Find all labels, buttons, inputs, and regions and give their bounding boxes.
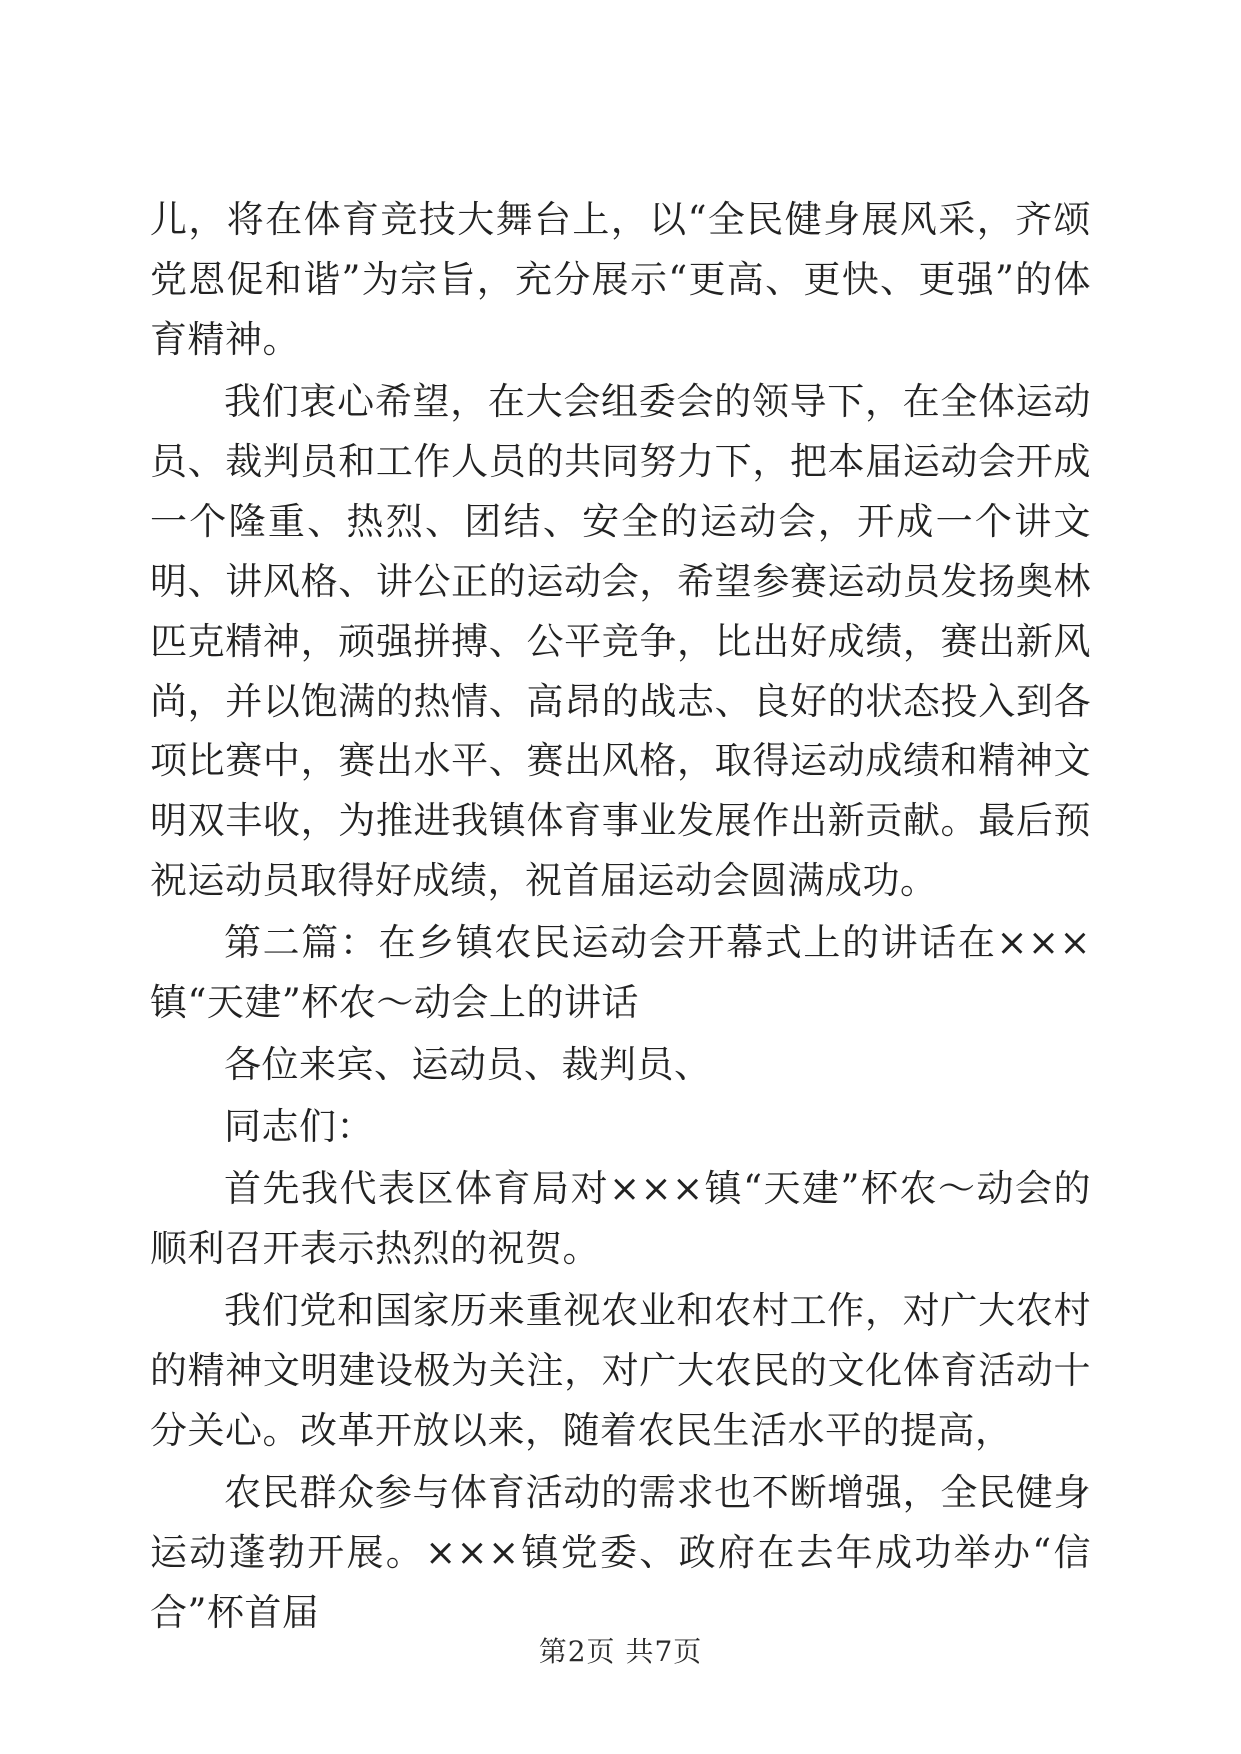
paragraph: 各位来宾、运动员、裁判员、 [224, 1043, 712, 1087]
document-body [150, 190, 1091, 1643]
page-footer [0, 1630, 1241, 1670]
paragraph: 首先我代表区体育局对×××镇“天建”杯农～动会的顺利召开表示热烈的祝贺。 [150, 1167, 1091, 1270]
paragraph: 我们党和国家历来重视农业和农村工作，对广大农村的精神文明建设极为关注，对广大农民的文化体育活动十分关心。改革开放以来，随着农民生活水平的提高， [150, 1288, 1091, 1452]
paragraph: 我们衷心希望，在大会组委会的领导下，在全体运动员、裁判员和工作人员的共同努力下，把本届运动会开成一个隆重、热烈、团结、安全的运动会，开成一个讲文明、讲风格、讲公正的运动会，希望参赛运动员发扬奥林匹克精神，顽强拼搏、公平竞争，比出好成绩，赛出新风尚，并以饱满的热情、高昂的战志、良好的状态投入到各项比赛中，赛出水平、赛出风格，取得运动成绩和精神文明双丰收，为推进我镇体育事业发展作出新贡献。最后预祝运动员取得好成绩，祝首届运动会圆满成功。 [150, 379, 1091, 903]
paragraph: 农民群众参与体育活动的需求也不断增强，全民健身运动蓬勃开展。×××镇党委、政府在去年成功举办“信合”杯首届 [150, 1470, 1091, 1634]
paragraph: 儿，将在体育竞技大舞台上，以“全民健身展风采，齐颂党恩促和谐”为宗旨，充分展示“更高、更快、更强”的体育精神。 [150, 198, 1091, 361]
paragraph: 第二篇：在乡镇农民运动会开幕式上的讲话在×××镇“天建”杯农～动会上的讲话 [150, 921, 1091, 1025]
page-number-label: 第2页 共7页 [538, 1635, 703, 1668]
paragraph: 同志们： [224, 1105, 374, 1149]
